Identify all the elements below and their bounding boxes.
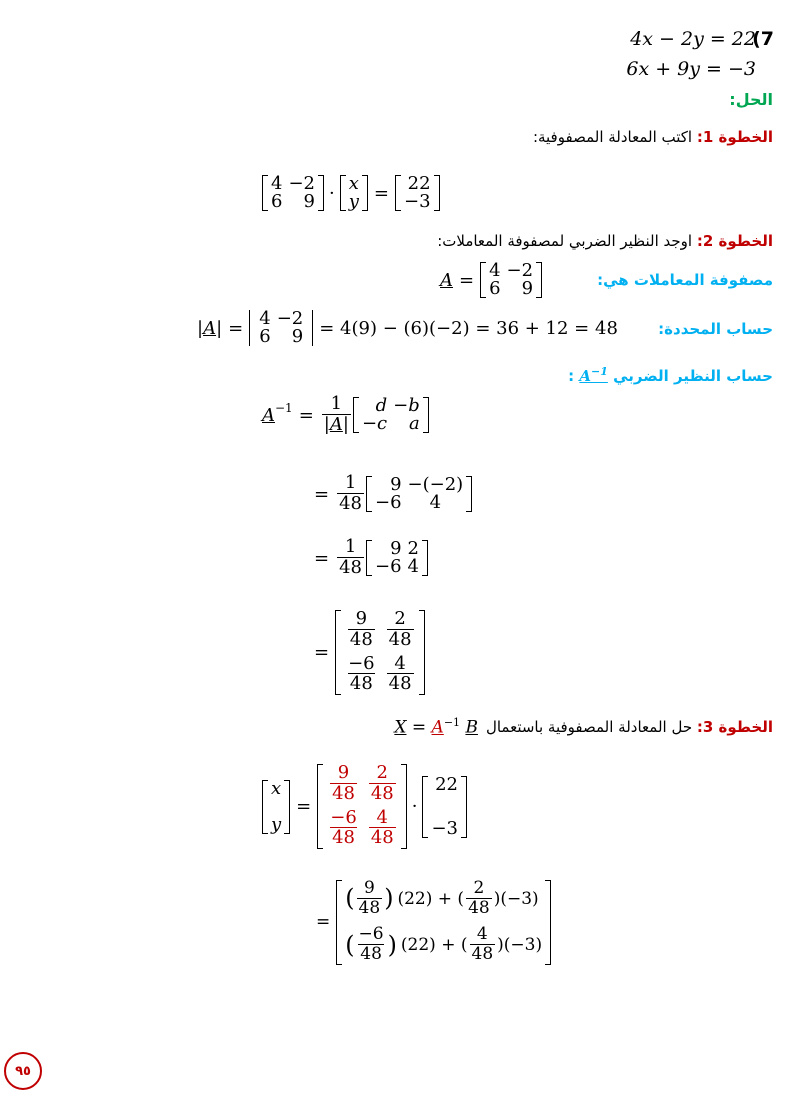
equation-1: 4x − 2y = 22 (630, 28, 756, 50)
coef-matrix-label: مصفوفة المعاملات هي: (597, 271, 773, 289)
inverse-general-formula: A $^{-1}$ = $\frac{1}{|A|}$ d −b −c a (262, 395, 429, 436)
solve-expansion: = ( $\frac{9}{48}$ ) (22) + ( $\frac{2}{48}$ )(−3) ( $\frac{-6}{48}$ ) (22) + ( $\frac{4}{48}$ )(−3) (316, 880, 551, 965)
inverse-step-a: = $\frac{1}{48}$ 9 −(−2) −6 4 (314, 474, 472, 515)
equation-2: 6x + 9y = −3 (626, 58, 756, 80)
coefficient-matrix: 4 −2 6 9 (262, 175, 324, 211)
inverse-result: = $\frac{9}{48}$ $\frac{2}{48}$ $\frac{-6}{48}$ $\frac{4}{48}$ (314, 610, 425, 695)
solution-label: الحل: (729, 90, 773, 109)
step3-text: حل المعادلة المصفوفية باستعمال (485, 717, 693, 736)
step2-text: اوجد النظير الضربي لمصفوفة المعاملات: (437, 232, 693, 250)
determinant-label: حساب المحددة: (658, 320, 773, 338)
step2 (437, 232, 773, 250)
determinant-calc: |A| = 4 −2 6 9 = 4(9) − (6)(−2) = 36 + 12 = 48 (197, 308, 618, 347)
step1-label: الخطوة 1: (696, 128, 773, 146)
step2-label: الخطوة 2: (696, 232, 773, 250)
inverse-matrix-highlight: $\frac{9}{48}$ $\frac{2}{48}$ $\frac{-6}{48}$ $\frac{4}{48}$ (317, 764, 406, 849)
constant-matrix: 22 −3 (395, 175, 440, 211)
step3-label: الخطوة 3: (696, 717, 773, 736)
page-number: ٩٥ (15, 1063, 31, 1079)
step3 (394, 716, 773, 738)
step1 (533, 128, 773, 146)
page-number-badge (4, 1052, 42, 1090)
inverse-step-b: = $\frac{1}{48}$ 9 2 −6 4 (314, 538, 428, 579)
solve-substitution: x y = $\frac{9}{48}$ $\frac{2}{48}$ $\frac{-6}{48}$ $\frac{4}{48}$ · 22 −3 (262, 764, 467, 849)
matrix-equation: 4 −2 6 9 · x y = 22 −3 (262, 175, 440, 211)
step1-text: اكتب المعادلة المصفوفية: (532, 128, 693, 146)
problem-number: (7 (752, 28, 774, 50)
variable-matrix: x y (340, 175, 368, 211)
inverse-label: حساب النظير الضربي $A^{-1}$ : (568, 365, 773, 385)
coef-matrix-def: A = 4 −2 6 9 (440, 262, 542, 298)
solve-formula: $X = A^{-1}$ B (394, 716, 478, 738)
